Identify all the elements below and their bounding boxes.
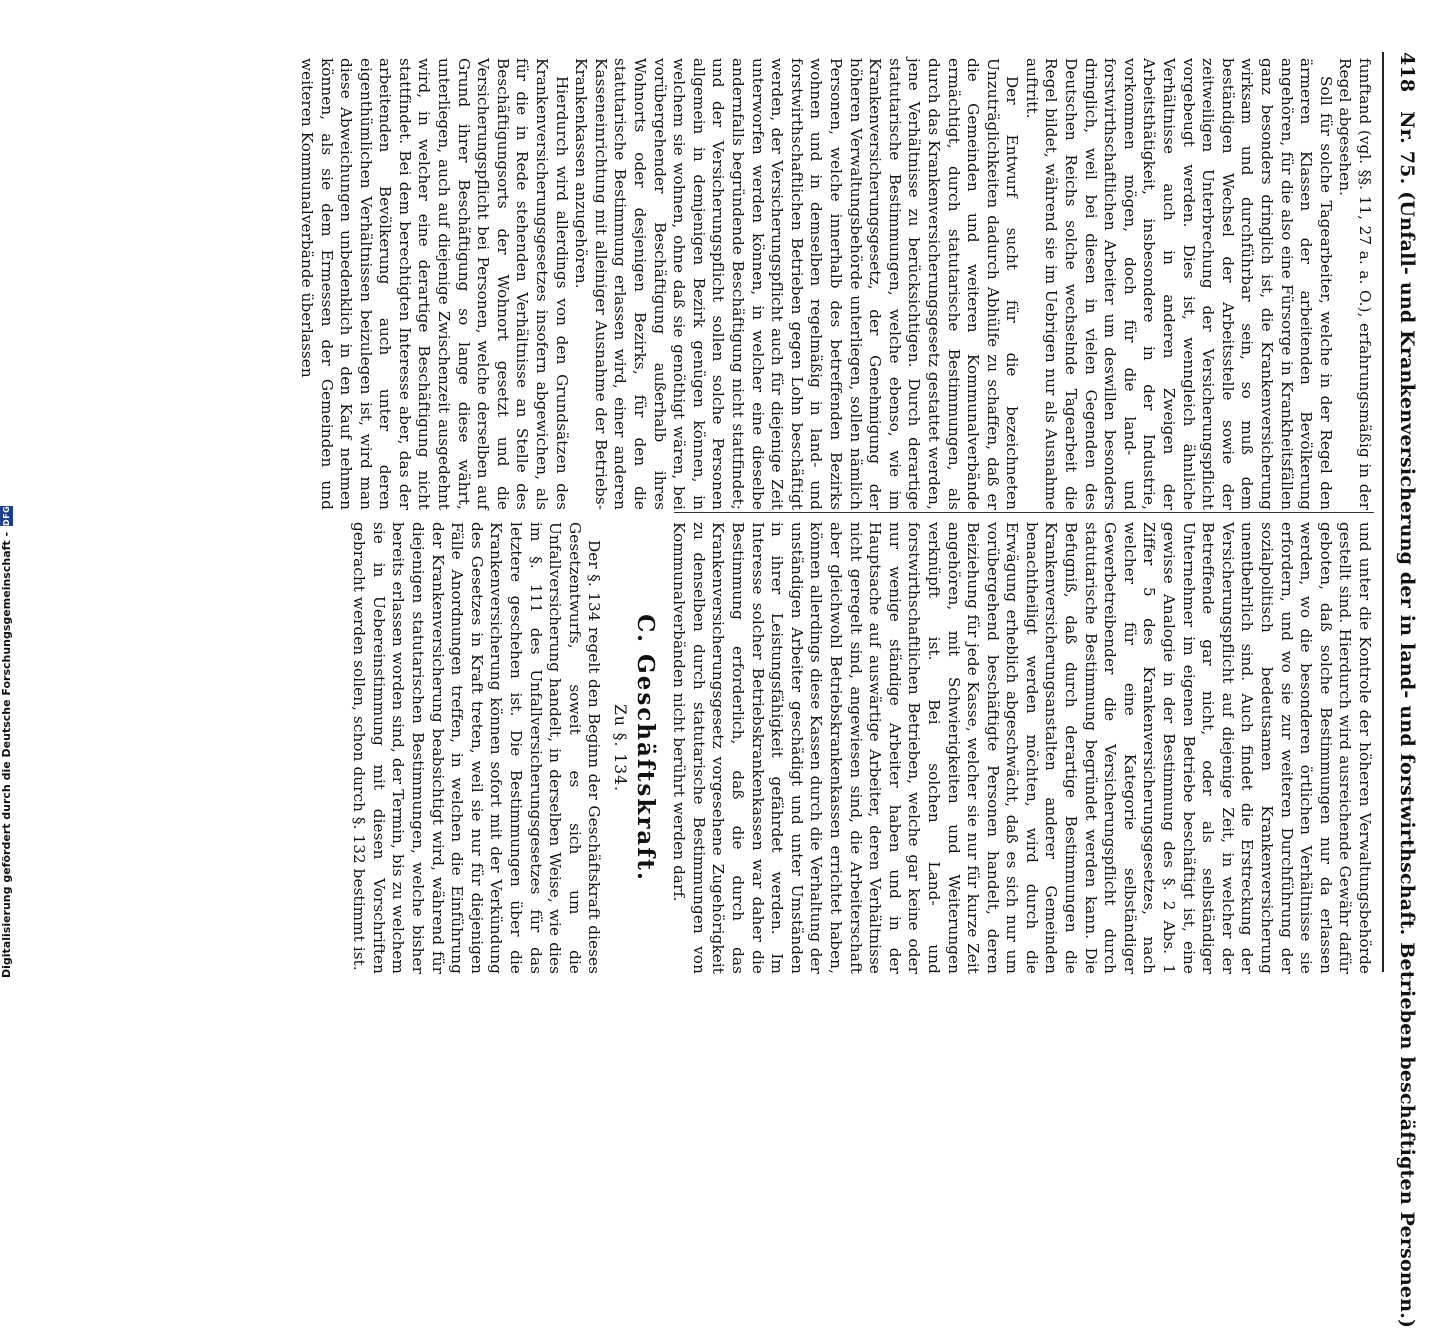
paragraph: Soll für solche Tagearbeiter, welche in der Regel den ärmeren Klassen der arbeitenden Bevölkerung angehören, für die also eine Fürsorge in Krankheitsfällen ganz besonders dringlich ist, die Krankenversicherung wirksam und durchführbar sein, so muß dem beständigen Wechsel der Arbeitsstelle sowie der zeitweiligen Unterbrechung der Versicherungspflicht vorgebeugt werden. Dies ist, wenngleich ähnliche Verhältnisse auch in anderen Zweigen der Arbeitsthätigkeit, insbesondere in der Industrie, vorkommen mögen, doch für die land- und forstwirthschaftlichen Arbeiter um deswillen besonders dringlich, weil bei diesen in vielen Gegenden des Deutschen Reichs solche wechselnde Tagearbeit die Regel bildet, während sie im Uebrigen nur als Ausnahme auftritt.	[1022, 58, 1335, 510]
sub-heading: Zu §. 134.	[611, 704, 630, 792]
right-column	[349, 522, 1374, 974]
paragraph: Der §. 134 regelt den Beginn der Geschäftskraft dieses Gesetzentwurfs, soweit es sich um die Unfallversicherung handelt, in derselben Weise, wie dies im §. 111 des Unfallversicherungsgesetzes für das letztere geschehen ist. Die Bestimmungen über die Krankenversicherung können sofort mit der Verkündung des Gesetzes in Kraft treten, weil sie nur für diejenigen Fälle Anordnungen treffen, in welchen die Einführung der Krankenversicherung beabsichtigt wird, während für diejenigen statutarischen Bestimmungen, welche bisher bereits erlassen worden sind, der Termin, bis zu welchem sie in Uebereinstimmung mit diesen Vorschriften gebracht werden sollen, schon durch §. 132 bestimmt ist.	[350, 522, 604, 974]
page-number: 418	[1396, 52, 1418, 93]
dfg-logo-icon: DFG	[2, 505, 11, 526]
column-divider	[674, 512, 1374, 513]
credit-text: Digitalisierung gefördert durch die Deutsche Forschungsgemeinschaft -	[0, 531, 13, 978]
paragraph: funftand (vgl. §§. 11, 27 a. a. O.), erfahrungsmäßig in der Regel abgesehen.	[1336, 58, 1374, 510]
running-head	[1396, 52, 1418, 1328]
paragraph: und unter die Kontrole der höheren Verwaltungsbehörde gestellt sind. Hierdurch wird ausreichende Gewähr dafür geboten, daß solche Bestimmungen nur da erlassen werden, wo die besonderen örtlichen Verhältnisse sie erfordern, und wo sie zur weiteren Durchführung der sozialpolitisch bedeutsamen Krankenversicherung unentbehrlich sind. Auch findet die Erstreckung der Versicherungspflicht auf diejenige Zeit, in welcher der Betreffende gar nicht, oder als selbständiger Unternehmer im eigenen Betriebe beschäftigt ist, eine gewisse Analogie in der Bestimmung des §. 2 Abs. 1 Ziffer 5 des Krankenversicherungsgesetzes, nach welcher für eine Kategorie selbständiger Gewerbetreibender die Versicherungspflicht durch statutarische Bestimmung begründet werden kann. Die Befugniß, daß durch derartige Bestimmungen die Krankenversicherungsanstalten anderer Gemeinden benachtheiligt werden möchten, wird durch die Erwägung erheblich abgeschwächt, daß es sich nur um vorübergehend beschäftigte Personen handelt, deren Beiziehung für jede Kasse, welcher sie nur für kurze Zeit angehören, mit Schwierigkeiten und Weiterungen verknüpft ist. Bei solchen Land- und forstwirthschaftlichen Betrieben, welche gar keine oder nur wenige ständige Arbeiter haben und in der Hauptsache auf auswärtige Arbeiter, deren Verhältnisse nicht geregelt sind, angewiesen sind, die Arbeiterschaft aber gleichwohl Betriebskrankenkassen errichtet haben, können allerdings diese Kassen durch die Verhaltung der unständigen Arbeiter geschädigt und unter Umständen in ihrer Leistungsfähigkeit gefährdet werden. Im Interesse solcher Betriebskrankenkassen war daher die Bestimmung erforderlich, daß die durch das Krankenversicherungsgesetz vorgesehene Zugehörigkeit zu denselben durch statutarische Bestimmungen von Kommunalverbänden nicht berührt werden darf.	[670, 522, 1374, 974]
paragraph: Hierdurch wird allerdings von den Grundsätzen des Krankenversicherungsgesetzes insofern abgewichen, als für die in Rede stehenden Verhältnisse an Stelle des Beschäftigungsorts der Wohnort gesetzt und die Versicherungspflicht bei Personen, welche derselben auf Grund ihrer Beschäftigung so lange diese währt, unterliegen, auch auf diejenige Zwischenzeit ausgedehnt wird, in welcher eine derartige Beschäftigung nicht stattfindet. Bei dem berechtigten Interesse aber, das der arbeitenden Bevölkerung auch unter deren eigenthümlichen Verhältnissen beizulegen ist, wird man diese Abweichungen unbedenklich in den Kauf nehmen können, als sie dem Ermessen der Gemeinden und weiteren Kommunalverbände überlassen	[297, 58, 571, 510]
digitization-credit	[0, 505, 13, 1000]
header-rule	[1382, 52, 1384, 972]
page-header-title: Nr. 75. (Unfall- und Krankenversicherung der in land- und forstwirthschaft. Betrieben beschäftigten Personen.)	[1396, 111, 1418, 1328]
left-column	[296, 58, 1374, 510]
section-heading: C. Geschäftskraft.	[631, 614, 659, 882]
paragraph: Der Entwurf sucht für die bezeichneten Unzuträglichkeiten dadurch Abhülfe zu schaffen, daß er die Gemeinden und weiteren Kommunalverbände ermächtigt, durch statutarische Bestimmungen, als durch das Krankenversicherungsgesetz gestattet werden, jene Verhältnisse zu berücksichtigen. Durch derartige statutarische Bestimmungen, welche ebenso, wie im Krankenversicherungsgesetz, der Genehmigung der höheren Verwaltungsbehörde unterliegen, sollen nämlich Personen, welche innerhalb des betreffenden Bezirks wohnen und in demselben regelmäßig in land- und forstwirthschaftlichen Betrieben gegen Lohn beschäftigt werden, der Versicherungspflicht auch für diejenige Zeit unterworfen werden können, in welcher eine dieselbe andernfalls begründende Beschäftigung nicht stattfindet; und der Versicherungspflicht sollen solche Personen allgemein in demjenigen Bezirk genügen können, in welchem sie wohnen, ohne daß sie genöthigt wären, bei vorübergehender Beschäftigung außerhalb ihres Wohnorts oder desjenigen Bezirks, für den die statutarische Bestimmung erlassen wird, einer anderen Kasseneinrichtung mit alleiniger Ausnahme der Betriebs-Krankenkassen anzugehören.	[572, 58, 1022, 510]
